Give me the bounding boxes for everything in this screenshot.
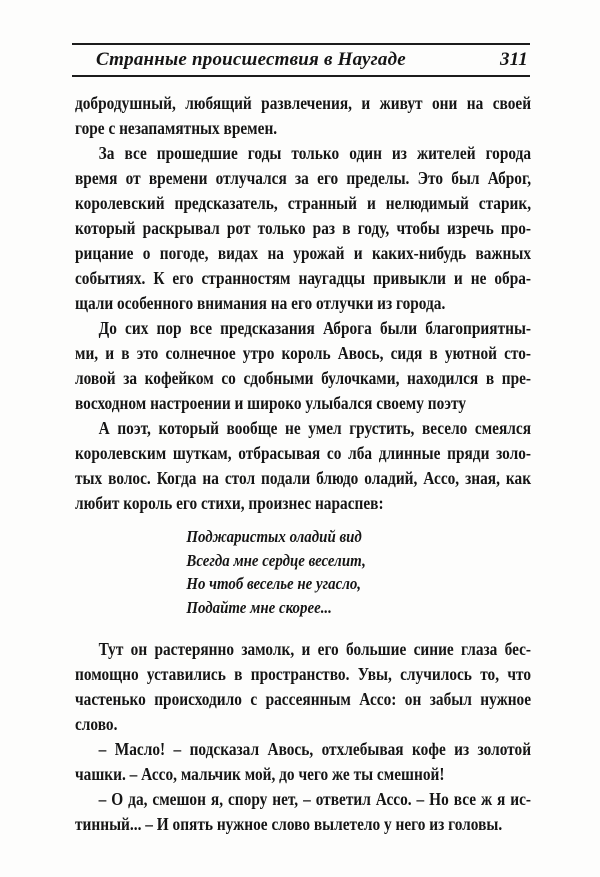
page-text bbox=[75, 91, 531, 837]
text-line: ми, и в это солнечное утро король Авось, сидя в уютной сто- bbox=[75, 343, 532, 363]
text-line: событиях. К его странностям наугадцы привыкли и не обра- bbox=[75, 268, 532, 288]
text-line: – Масло! – подсказал Авось, отхлебывая кофе из золотой bbox=[98, 739, 532, 759]
text-line: время от времени отлучался за его пределы. Это был Аброг, bbox=[75, 168, 532, 188]
verse-quote bbox=[186, 525, 531, 619]
text-line: который раскрывал рот только раз в году, чтобы изречь про- bbox=[75, 218, 532, 238]
text-line: тинный... – И опять нужное слово вылетело у него из головы. bbox=[75, 814, 503, 834]
verse-line: Поджаристых оладий вид bbox=[186, 527, 362, 546]
paragraphs-container bbox=[75, 91, 531, 837]
verse-line: Всегда мне сердце веселит, bbox=[186, 550, 366, 570]
text-line: ловой за кофейком со сдобными булочками, находился в пре- bbox=[75, 368, 532, 388]
header-row bbox=[72, 45, 530, 75]
text-line: королевским шуткам, отбрасывая со лба длинные пряди золо- bbox=[75, 443, 532, 463]
text-line: Тут он растерянно замолк, и его большие синие глаза бес- bbox=[98, 639, 532, 659]
paragraph bbox=[75, 141, 531, 316]
header-rule-bottom bbox=[72, 75, 530, 77]
text-line: тых волос. Когда на стол подали блюдо оладий, Ассо, зная, как bbox=[75, 468, 532, 488]
text-line: До сих пор все предсказания Аброга были благоприятны- bbox=[98, 318, 532, 338]
paragraph bbox=[75, 416, 531, 516]
text-line: частенько происходило с рассеянным Ассо: он забыл нужное bbox=[75, 689, 532, 709]
text-line: добродушный, любящий развлечения, и живут они на своей bbox=[75, 93, 532, 113]
paragraph bbox=[75, 737, 531, 787]
text-line: восходном настроении и широко улыбался своему поэту bbox=[75, 393, 467, 413]
text-line: щали особенного внимания на его отлучки из города. bbox=[75, 293, 446, 313]
running-title: Странные происшествия в Наугаде bbox=[96, 49, 406, 70]
paragraph bbox=[75, 316, 531, 416]
text-line: помощно уставились в пространство. Увы, случилось то, что bbox=[75, 664, 532, 684]
page-header bbox=[72, 43, 530, 77]
text-line: королевский предсказатель, странный и нелюдимый старик, bbox=[75, 193, 532, 213]
verse-line: Но чтоб веселье не угасло, bbox=[186, 574, 362, 593]
text-line: рицание о погоде, видах на урожай и каких-нибудь важных bbox=[75, 243, 532, 263]
text-line: А поэт, который вообще не умел грустить, весело смеялся bbox=[98, 418, 532, 438]
text-line: слово. bbox=[75, 714, 118, 734]
verse-line: Подайте мне скорее... bbox=[186, 597, 332, 617]
text-line: любит король его стихи, произнес нараспев: bbox=[75, 493, 384, 513]
text-line: За все прошедшие годы только один из жителей города bbox=[98, 143, 532, 163]
text-line: чашки. – Ассо, мальчик мой, до чего же ты смешной! bbox=[75, 764, 445, 784]
paragraph bbox=[75, 637, 531, 737]
page-number: 311 bbox=[499, 49, 528, 70]
paragraph bbox=[75, 787, 531, 837]
text-line: – О да, смешон я, спору нет, – ответил Ассо. – Но все ж я ис- bbox=[98, 789, 532, 809]
text-line: горе с незапамятных времен. bbox=[75, 118, 278, 138]
paragraph bbox=[75, 91, 531, 141]
